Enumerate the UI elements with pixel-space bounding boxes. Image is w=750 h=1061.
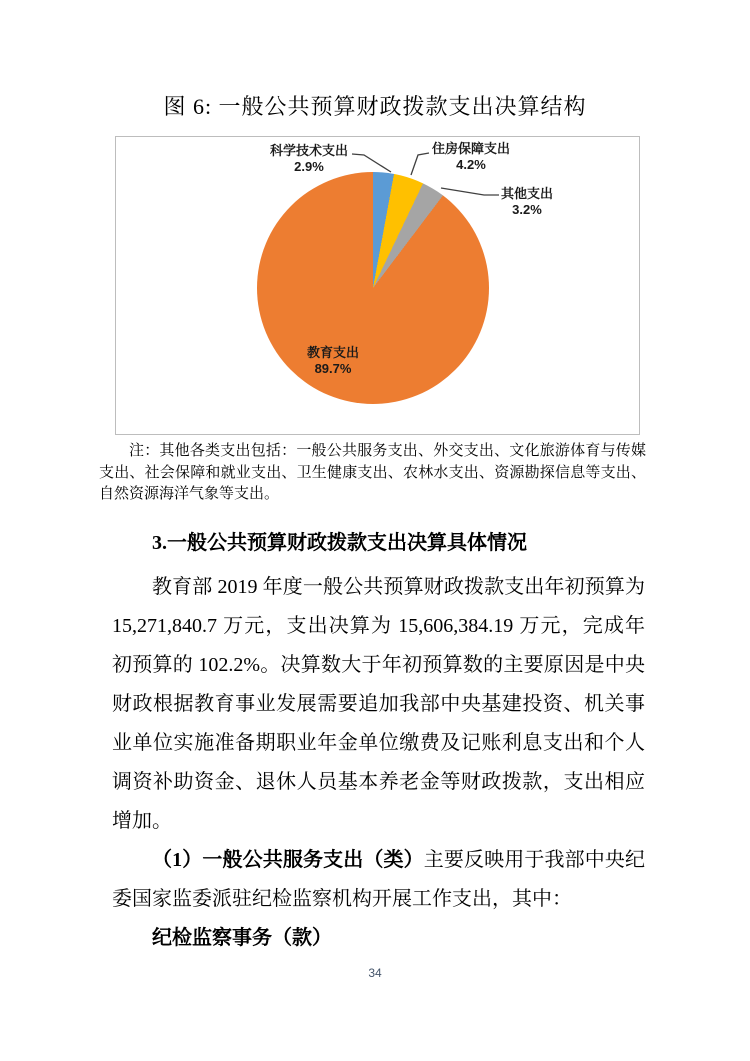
paragraph-lead-bold: （1）一般公共服务支出（类） bbox=[152, 849, 424, 871]
page-number: 34 bbox=[368, 966, 382, 980]
body-text bbox=[112, 528, 645, 958]
chart-frame bbox=[115, 136, 640, 435]
subitem-heading: 纪检监察事务（款） bbox=[152, 927, 332, 949]
pie-label-science-name: 科学技术支出 bbox=[269, 143, 348, 158]
pie-label-housing-name: 住房保障支出 bbox=[431, 141, 510, 156]
pie-label-science-value: 2.9% bbox=[294, 159, 324, 174]
pie-label-housing bbox=[401, 141, 541, 173]
pie-label-other-value: 3.2% bbox=[512, 202, 542, 217]
pie-label-other-name: 其他支出 bbox=[500, 186, 553, 201]
pie-label-housing-value: 4.2% bbox=[456, 157, 486, 172]
pie-label-education-name: 教育支出 bbox=[306, 345, 359, 360]
figure-title: 图 6: 一般公共预算财政拨款支出决算结构 bbox=[163, 94, 587, 119]
paragraph-budget-summary: 教育部 2019 年度一般公共预算财政拨款支出年初预算为 15,271,840.7 万元，支出决算为 15,606,384.19 万元，完成年初预算的 102.2%。决算数大于年初预算数的主要原因是中央财政根据教育事业发展需要追加我部中央基建投资、机关事业单位实施准备期职业年金单位缴费及记账利息支出和个人调资补助资金、退休人员基本养老金等财政拨款，支出相应增加。 bbox=[112, 576, 645, 832]
pie-label-other bbox=[457, 186, 597, 218]
paragraph-general-public-service bbox=[112, 841, 645, 919]
pie-label-education bbox=[263, 345, 403, 377]
pie-label-science bbox=[239, 143, 379, 175]
figure-note: 注：其他各类支出包括：一般公共服务支出、外交支出、文化旅游体育与传媒支出、社会保障和就业支出、卫生健康支出、农林水支出、资源勘探信息等支出、自然资源海洋气象等支出。 bbox=[99, 443, 646, 502]
section-heading: 3.一般公共预算财政拨款支出决算具体情况 bbox=[152, 532, 527, 554]
pie-label-education-value: 89.7% bbox=[314, 361, 352, 376]
paragraph-lead-rest: 主要反映用于我部中央纪委国家监委派驻纪检监察机构开展工作支出，其中： bbox=[112, 849, 645, 910]
